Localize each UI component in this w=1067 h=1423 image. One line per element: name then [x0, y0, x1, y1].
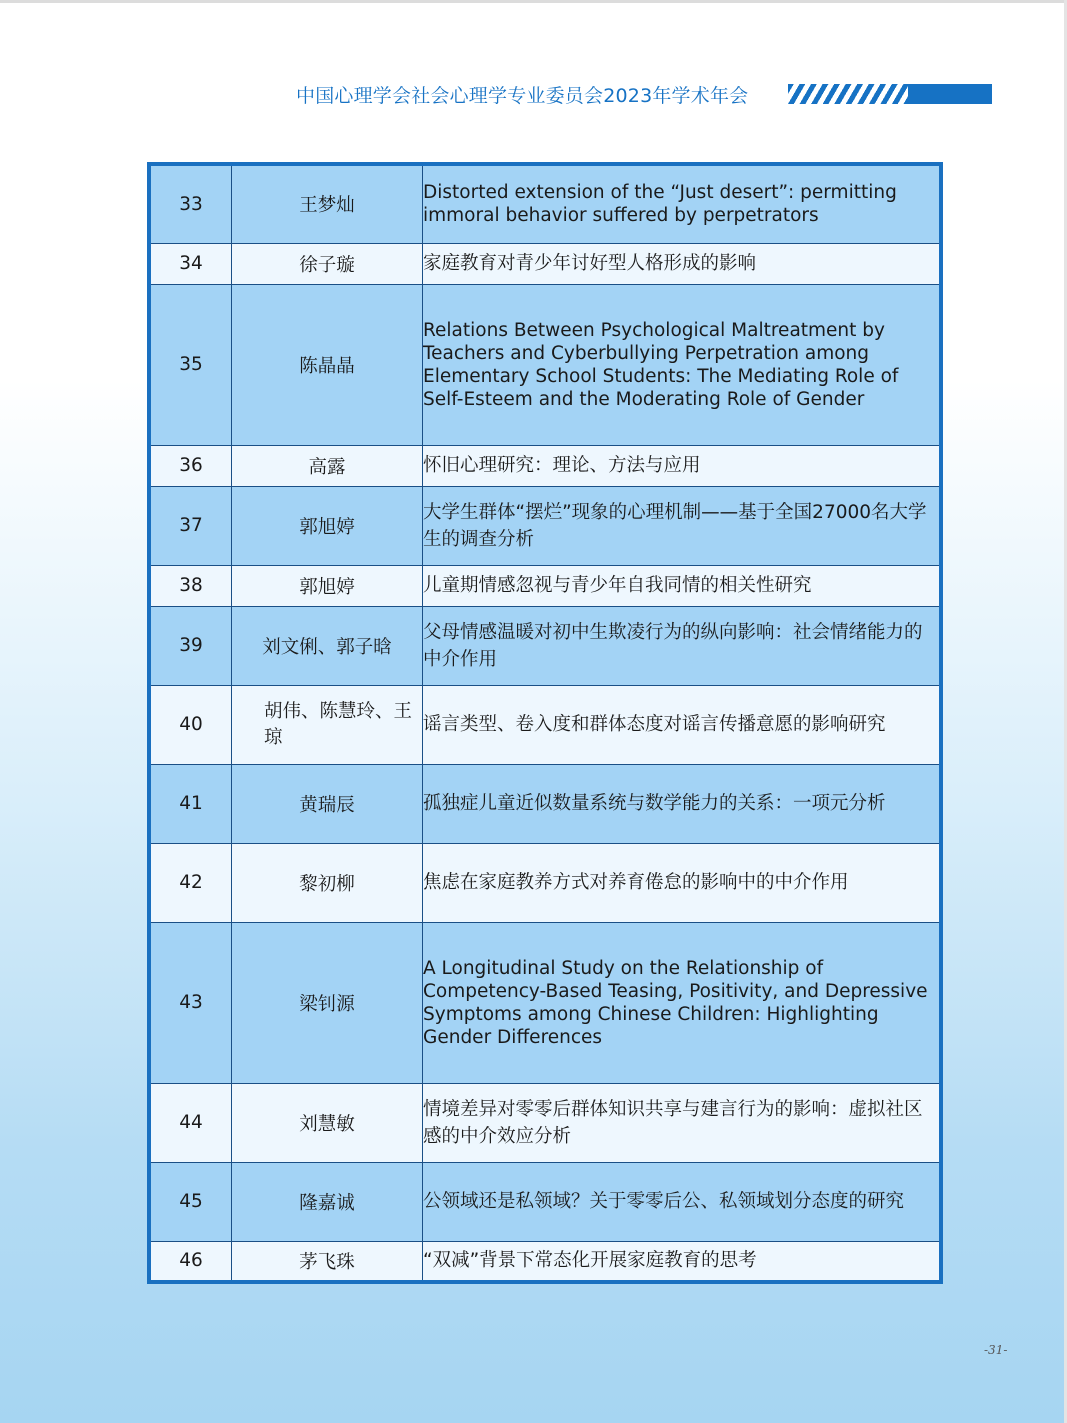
header-bar-decoration — [908, 84, 992, 104]
row-number: 39 — [149, 606, 232, 685]
row-number: 37 — [149, 486, 232, 565]
author-name: 茅飞珠 — [232, 1241, 423, 1282]
row-number: 45 — [149, 1162, 232, 1241]
page-top-border — [0, 0, 1067, 3]
row-number: 35 — [149, 284, 232, 445]
table-row — [149, 1241, 941, 1282]
paper-title: “双减”背景下常态化开展家庭教育的思考 — [423, 1241, 942, 1282]
paper-list-table — [147, 162, 943, 1284]
author-name: 刘慧敏 — [232, 1083, 423, 1162]
table-row — [149, 1083, 941, 1162]
row-number: 36 — [149, 445, 232, 486]
row-number: 40 — [149, 685, 232, 764]
table-row — [149, 1162, 941, 1241]
table-row — [149, 445, 941, 486]
author-name: 胡伟、陈慧玲、王琼 — [232, 685, 423, 764]
paper-title: 谣言类型、卷入度和群体态度对谣言传播意愿的影响研究 — [423, 685, 942, 764]
author-name: 刘文俐、郭子晗 — [232, 606, 423, 685]
author-name: 隆嘉诚 — [232, 1162, 423, 1241]
author-name: 徐子璇 — [232, 243, 423, 284]
author-name: 梁钊源 — [232, 922, 423, 1083]
row-number: 33 — [149, 164, 232, 243]
author-name: 王梦灿 — [232, 164, 423, 243]
paper-title: 家庭教育对青少年讨好型人格形成的影响 — [423, 243, 942, 284]
row-number: 43 — [149, 922, 232, 1083]
row-number: 46 — [149, 1241, 232, 1282]
row-number: 38 — [149, 565, 232, 606]
table-row — [149, 685, 941, 764]
row-number: 44 — [149, 1083, 232, 1162]
paper-title: 大学生群体“摆烂”现象的心理机制——基于全国27000名大学生的调查分析 — [423, 486, 942, 565]
author-name: 郭旭婷 — [232, 565, 423, 606]
page-number: -31- — [984, 1343, 1008, 1357]
table-row — [149, 922, 941, 1083]
author-name: 高露 — [232, 445, 423, 486]
table-row — [149, 243, 941, 284]
row-number: 34 — [149, 243, 232, 284]
paper-title: A Longitudinal Study on the Relationship of Competency-Based Teasing, Positivity, and Depressive Symptoms among Chinese Children: Highlighting Gender Differences — [423, 922, 942, 1083]
author-name: 郭旭婷 — [232, 486, 423, 565]
paper-title: Distorted extension of the “Just desert”: permitting immoral behavior suffered by perpetrators — [423, 164, 942, 243]
paper-title: 父母情感温暖对初中生欺凌行为的纵向影响：社会情绪能力的中介作用 — [423, 606, 942, 685]
table-row — [149, 764, 941, 843]
table-row — [149, 284, 941, 445]
table-row — [149, 486, 941, 565]
table-row — [149, 843, 941, 922]
row-number: 42 — [149, 843, 232, 922]
paper-title: 公领域还是私领域？关于零零后公、私领域划分态度的研究 — [423, 1162, 942, 1241]
paper-title: 焦虑在家庭教养方式对养育倦怠的影响中的中介作用 — [423, 843, 942, 922]
paper-title: 孤独症儿童近似数量系统与数学能力的关系：一项元分析 — [423, 764, 942, 843]
table-row — [149, 606, 941, 685]
author-name: 陈晶晶 — [232, 284, 423, 445]
author-name: 黄瑞辰 — [232, 764, 423, 843]
author-name: 黎初柳 — [232, 843, 423, 922]
paper-title: Relations Between Psychological Maltreatment by Teachers and Cyberbullying Perpetration among Elementary School Students: The Mediating Role of Self-Esteem and the Moderating Role of Gender — [423, 284, 942, 445]
page-header — [296, 80, 748, 108]
paper-title: 儿童期情感忽视与青少年自我同情的相关性研究 — [423, 565, 942, 606]
row-number: 41 — [149, 764, 232, 843]
header-title: 中国心理学会社会心理学专业委员会2023年学术年会 — [296, 84, 749, 107]
table-row — [149, 164, 941, 243]
paper-title: 怀旧心理研究：理论、方法与应用 — [423, 445, 942, 486]
paper-title: 情境差异对零零后群体知识共享与建言行为的影响：虚拟社区感的中介效应分析 — [423, 1083, 942, 1162]
header-stripes-decoration — [788, 84, 908, 104]
table-row — [149, 565, 941, 606]
